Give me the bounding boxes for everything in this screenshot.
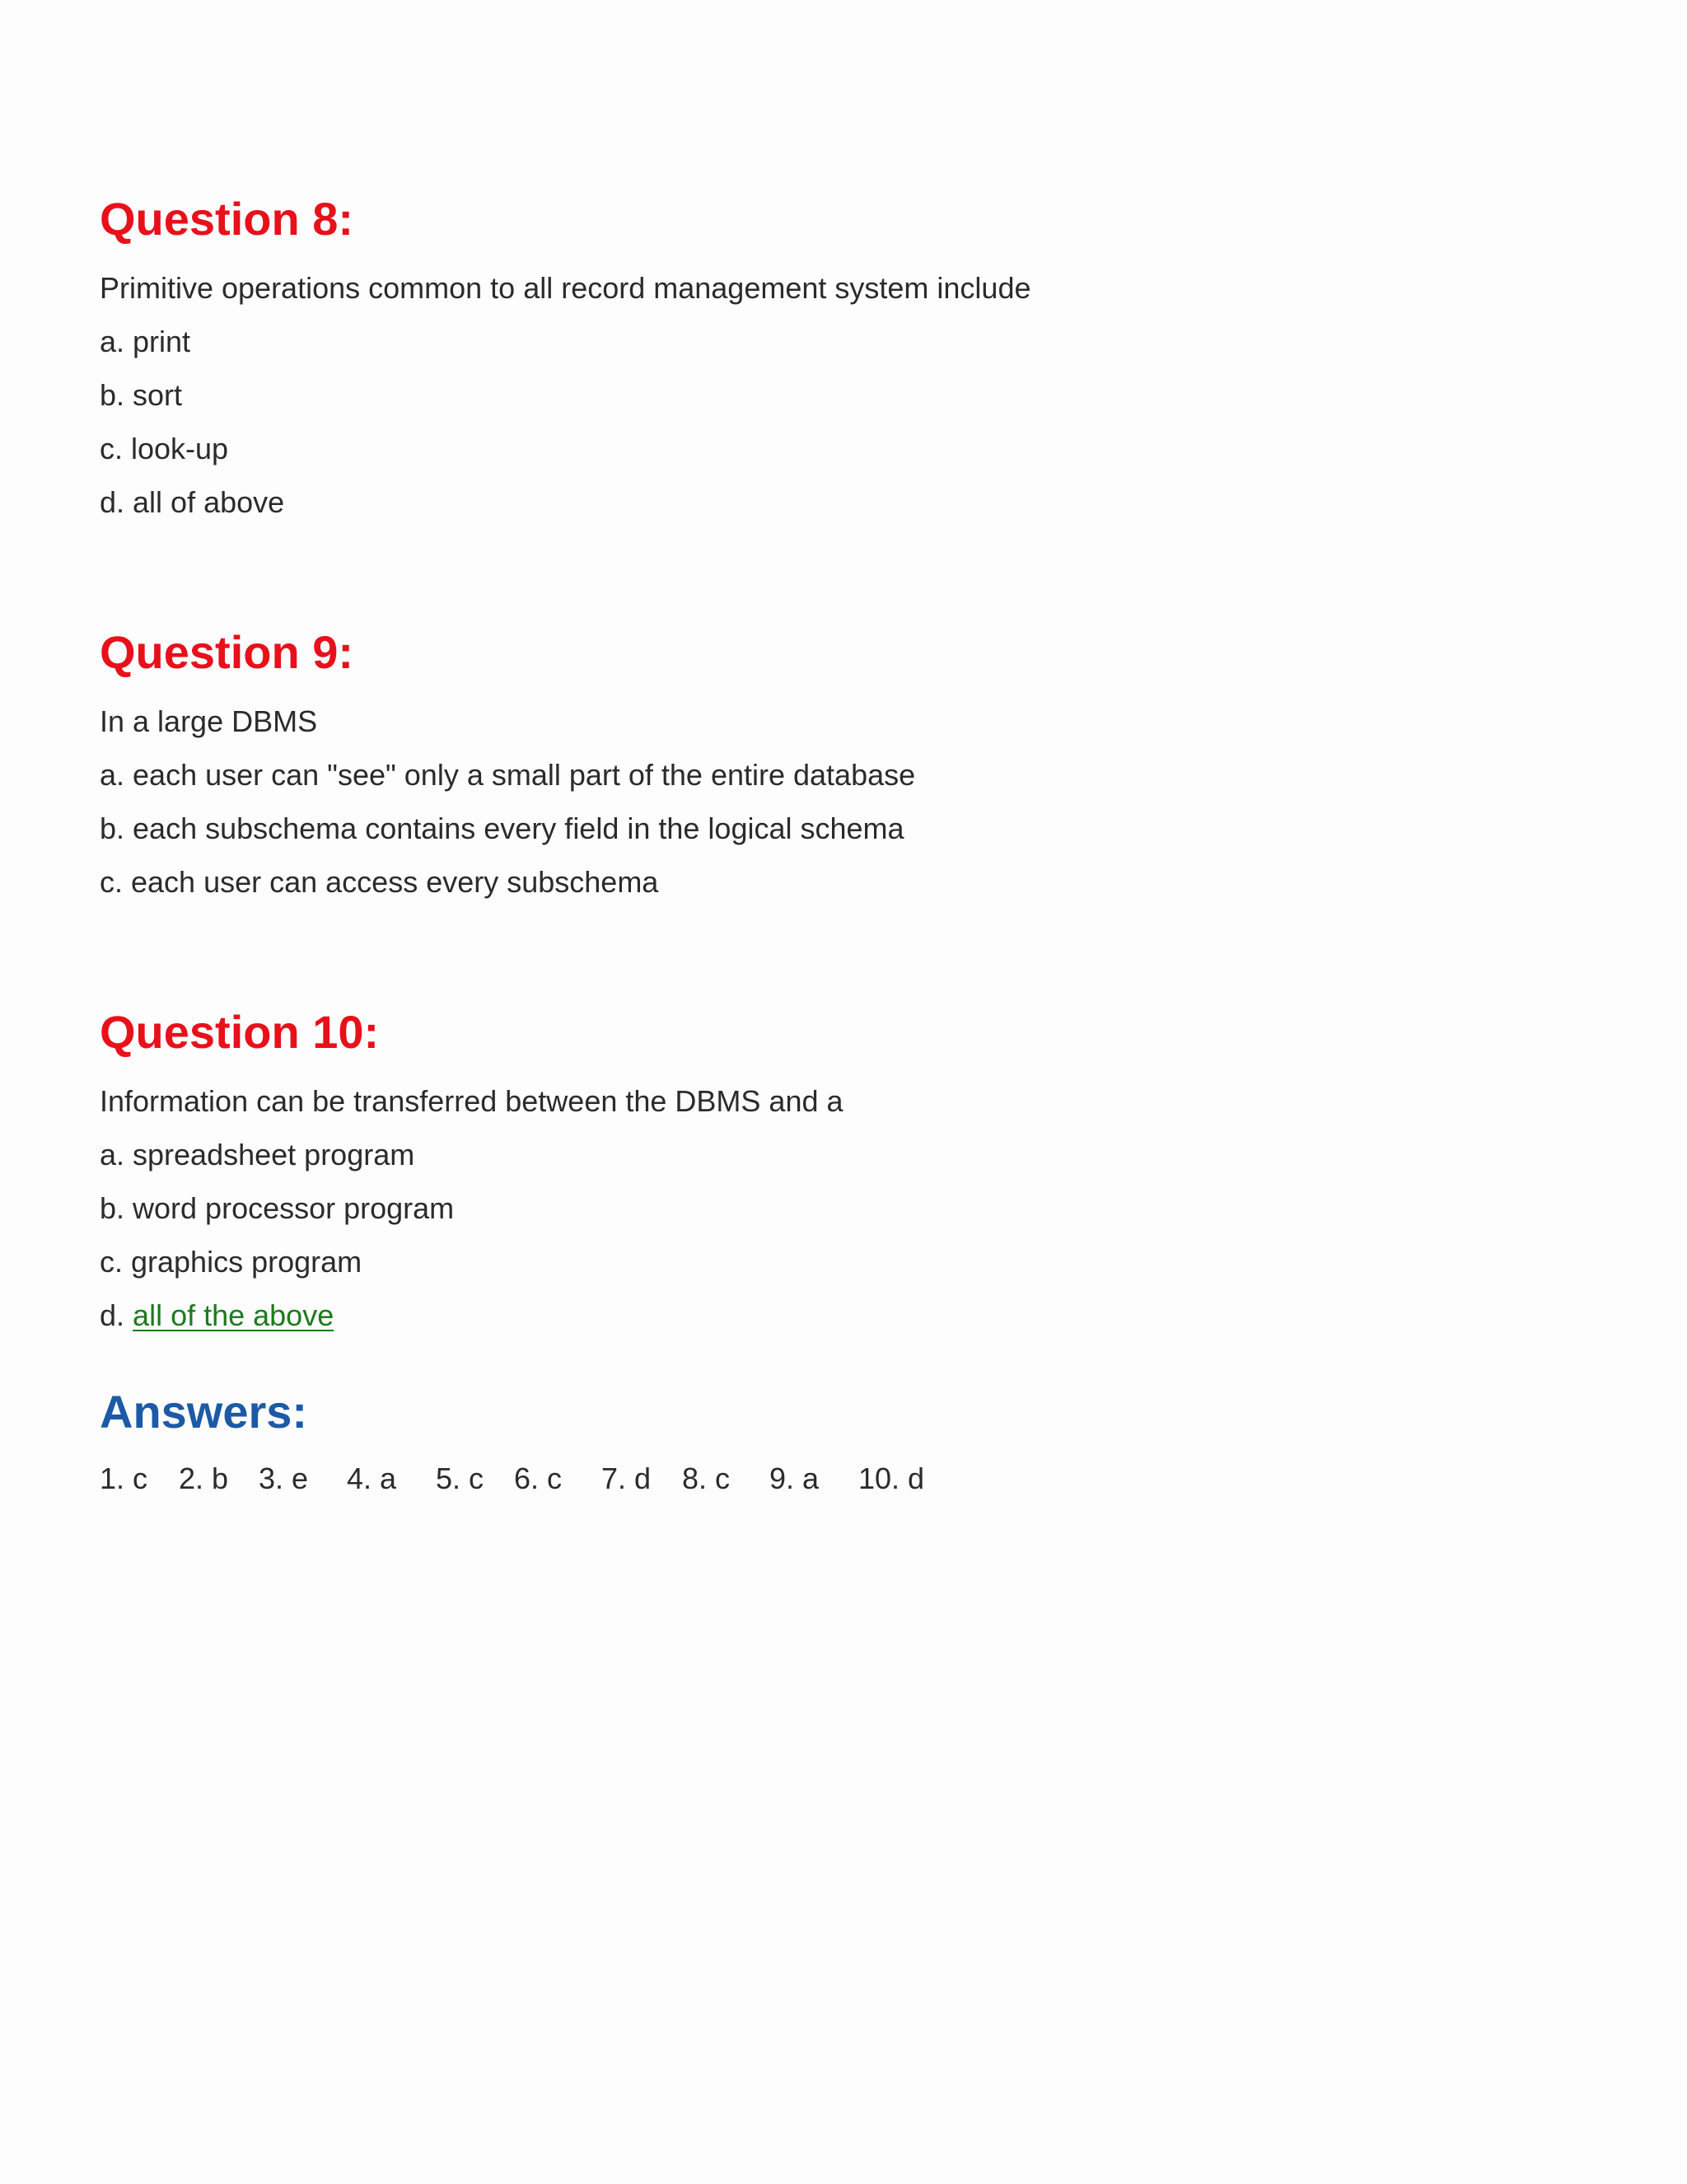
question-10 [100,1005,1582,1342]
question-9 [100,625,1582,909]
option-a: a. each user can "see" only a small part of the entire database [100,758,916,792]
option-d [100,1288,1582,1342]
question-title: Question 10: [100,1006,380,1058]
question-text: Information can be transferred between the DBMS and a [100,1084,844,1118]
option-c: c. graphics program [100,1245,362,1279]
option-d: d. all of above [100,485,285,519]
question-title: Question 8: [100,193,354,245]
answer-item: 1. c [100,1461,148,1495]
answers-list [100,1454,1582,1504]
question-text: In a large DBMS [100,704,318,738]
question-title: Question 9: [100,626,354,678]
option-c: c. each user can access every subschema [100,865,659,899]
answer-item: 8. c [682,1461,731,1495]
answer-item: 6. c [514,1461,563,1495]
question-8 [100,192,1582,529]
option-b: b. word processor program [100,1191,455,1225]
option-a: a. spreadsheet program [100,1138,415,1172]
option-a: a. print [100,325,191,358]
option-b: b. sort [100,378,183,412]
option-d-prefix: d. [100,1298,125,1332]
question-text: Primitive operations common to all record management system include [100,271,1031,305]
answers-title: Answers: [100,1386,308,1438]
answer-item: 10. d [858,1461,925,1495]
answer-item: 3. e [259,1461,309,1495]
answer-item: 2. b [179,1461,229,1495]
option-c: c. look-up [100,432,229,465]
answer-item: 4. a [347,1461,397,1495]
answers-section [100,1385,1582,1504]
answer-item: 7. d [601,1461,652,1495]
option-b: b. each subschema contains every field in the logical schema [100,811,904,845]
answer-item: 5. c [436,1461,484,1495]
correct-answer-link[interactable]: all of the above [133,1298,334,1332]
answer-item: 9. a [769,1461,820,1495]
